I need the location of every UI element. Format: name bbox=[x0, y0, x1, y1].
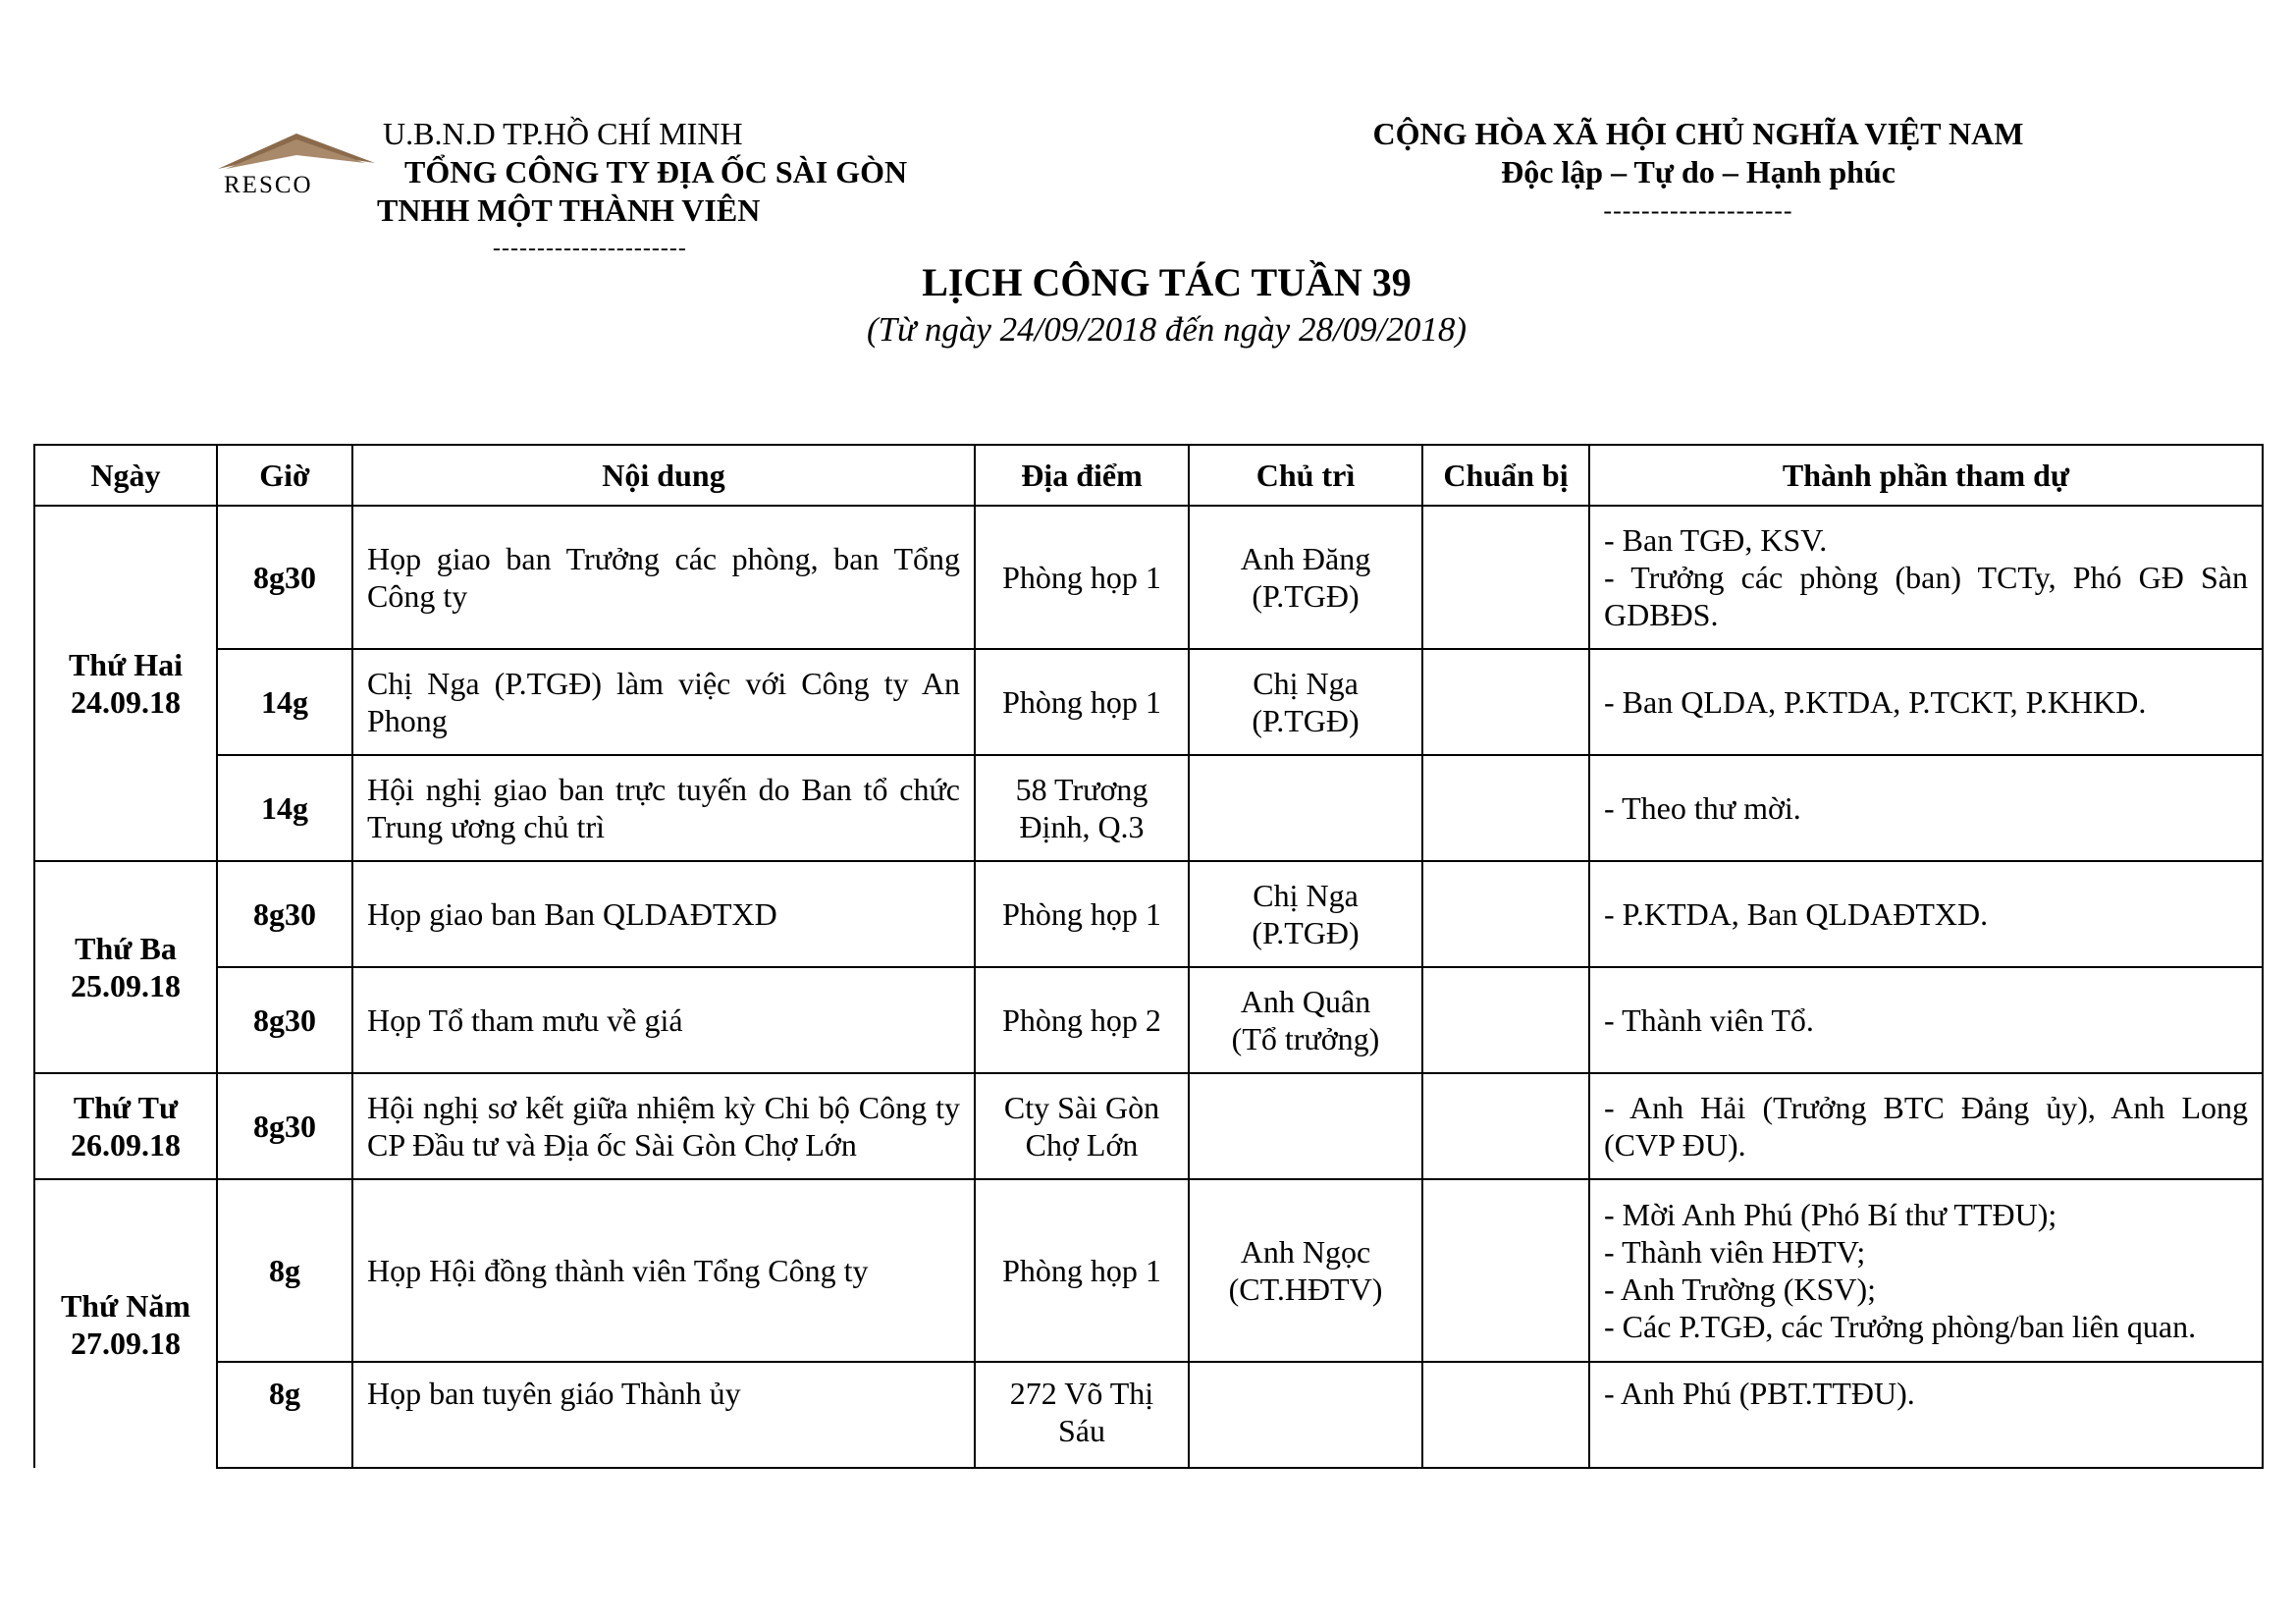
chair-name: Anh Đăng bbox=[1240, 541, 1371, 576]
prepare-cell bbox=[1422, 1073, 1589, 1179]
prepare-cell bbox=[1422, 1179, 1589, 1362]
chair-title: (P.TGĐ) bbox=[1252, 578, 1360, 614]
attendee-line: - Thành viên HĐTV; bbox=[1604, 1234, 1866, 1270]
day-name: Thứ Năm bbox=[60, 1287, 191, 1324]
chair-cell bbox=[1189, 1073, 1422, 1179]
nation-line-1: CỘNG HÒA XÃ HỘI CHỦ NGHĨA VIỆT NAM bbox=[1372, 116, 2024, 151]
attendee-line: - Trưởng các phòng (ban) TCTy, Phó GĐ Sàn GDBĐS. bbox=[1604, 560, 2248, 632]
time-cell: 8g30 bbox=[217, 967, 352, 1073]
table-row bbox=[34, 861, 2263, 967]
resco-logo bbox=[218, 134, 385, 198]
content-cell: Họp giao ban Ban QLDAĐTXD bbox=[352, 861, 975, 967]
location-cell: Phòng họp 2 bbox=[975, 967, 1189, 1073]
day-cell bbox=[34, 861, 217, 1073]
chair-cell bbox=[1189, 649, 1422, 755]
table-row bbox=[34, 506, 2263, 649]
schedule-table bbox=[33, 444, 2264, 1469]
location-cell: Phòng họp 1 bbox=[975, 649, 1189, 755]
time-cell: 14g bbox=[217, 755, 352, 861]
header-prepare: Chuẩn bị bbox=[1422, 445, 1589, 506]
attendees-cell bbox=[1589, 506, 2263, 649]
content-cell: Hội nghị giao ban trực tuyến do Ban tổ chức Trung ương chủ trì bbox=[352, 755, 975, 861]
org-line-3: TNHH MỘT THÀNH VIÊN bbox=[377, 192, 761, 228]
org-divider: ---------------------- bbox=[493, 236, 687, 261]
attendee-line: - Ban TGĐ, KSV. bbox=[1604, 522, 1828, 558]
chair-cell bbox=[1189, 1362, 1422, 1468]
prepare-cell bbox=[1422, 649, 1589, 755]
attendee-line: - Theo thư mời. bbox=[1604, 790, 1801, 826]
prepare-cell bbox=[1422, 1362, 1589, 1468]
header-chair: Chủ trì bbox=[1189, 445, 1422, 506]
attendees-cell bbox=[1589, 1179, 2263, 1362]
table-row bbox=[34, 1179, 2263, 1362]
chair-name: Anh Ngọc bbox=[1240, 1234, 1371, 1270]
nation-divider: -------------------- bbox=[1603, 196, 1793, 225]
day-name: Thứ Ba bbox=[75, 931, 177, 966]
chair-name: Chị Nga bbox=[1253, 878, 1359, 913]
national-motto-block bbox=[1355, 115, 2042, 230]
day-date: 25.09.18 bbox=[71, 968, 181, 1003]
time-cell: 8g30 bbox=[217, 861, 352, 967]
day-cell bbox=[34, 1073, 217, 1179]
header-attendees: Thành phần tham dự bbox=[1589, 445, 2263, 506]
chair-cell bbox=[1189, 506, 1422, 649]
header-location: Địa điểm bbox=[975, 445, 1189, 506]
attendee-line: - P.KTDA, Ban QLDAĐTXD. bbox=[1604, 896, 1989, 932]
attendee-line: - Mời Anh Phú (Phó Bí thư TTĐU); bbox=[1604, 1197, 2057, 1232]
attendees-cell bbox=[1589, 967, 2263, 1073]
attendees-cell bbox=[1589, 1362, 2263, 1468]
chair-title: (P.TGĐ) bbox=[1252, 703, 1360, 738]
header-day: Ngày bbox=[34, 445, 217, 506]
time-cell: 8g30 bbox=[217, 1073, 352, 1179]
content-cell: Họp Tổ tham mưu về giá bbox=[352, 967, 975, 1073]
content-cell: Chị Nga (P.TGĐ) làm việc với Công ty An Phong bbox=[352, 649, 975, 755]
day-name: Thứ Hai bbox=[68, 647, 184, 682]
prepare-cell bbox=[1422, 755, 1589, 861]
content-cell: Họp Hội đồng thành viên Tổng Công ty bbox=[352, 1179, 975, 1362]
attendees-cell bbox=[1589, 755, 2263, 861]
content-cell: Họp ban tuyên giáo Thành ủy bbox=[352, 1362, 975, 1468]
day-cell bbox=[34, 1179, 217, 1468]
attendee-line: - Anh Phú (PBT.TTĐU). bbox=[1604, 1376, 1915, 1411]
prepare-cell bbox=[1422, 506, 1589, 649]
chair-cell bbox=[1189, 861, 1422, 967]
chair-title: (Tổ trưởng) bbox=[1231, 1021, 1380, 1056]
location-cell: 272 Võ Thị Sáu bbox=[975, 1362, 1189, 1468]
location-cell: 58 Trương Định, Q.3 bbox=[975, 755, 1189, 861]
table-row bbox=[34, 967, 2263, 1073]
nation-line-2: Độc lập – Tự do – Hạnh phúc bbox=[1501, 154, 1896, 189]
content-cell: Hội nghị sơ kết giữa nhiệm kỳ Chi bộ Công ty CP Đầu tư và Địa ốc Sài Gòn Chợ Lớn bbox=[352, 1073, 975, 1179]
location-cell: Phòng họp 1 bbox=[975, 1179, 1189, 1362]
chair-cell bbox=[1189, 1179, 1422, 1362]
header-time: Giờ bbox=[217, 445, 352, 506]
table-row bbox=[34, 1362, 2263, 1468]
header-content: Nội dung bbox=[352, 445, 975, 506]
prepare-cell bbox=[1422, 967, 1589, 1073]
day-name: Thứ Tư bbox=[73, 1090, 179, 1125]
location-cell: Phòng họp 1 bbox=[975, 506, 1189, 649]
org-line-2: TỔNG CÔNG TY ĐỊA ỐC SÀI GÒN bbox=[404, 154, 908, 189]
attendee-line: - Anh Hải (Trưởng BTC Đảng ủy), Anh Long (CVP ĐU). bbox=[1604, 1090, 2248, 1163]
attendee-line: - Ban QLDA, P.KTDA, P.TCKT, P.KHKD. bbox=[1604, 684, 2147, 720]
table-row bbox=[34, 1073, 2263, 1179]
chair-title: (P.TGĐ) bbox=[1252, 915, 1360, 950]
table-row bbox=[34, 755, 2263, 861]
attendees-cell bbox=[1589, 861, 2263, 967]
attendee-line: - Thành viên Tổ. bbox=[1604, 1002, 1814, 1038]
day-date: 27.09.18 bbox=[71, 1325, 181, 1361]
chair-cell bbox=[1189, 967, 1422, 1073]
time-cell: 8g30 bbox=[217, 506, 352, 649]
attendee-line: - Anh Trường (KSV); bbox=[1604, 1271, 1876, 1307]
attendees-cell bbox=[1589, 1073, 2263, 1179]
day-date: 26.09.18 bbox=[71, 1127, 181, 1163]
table-header-row bbox=[34, 445, 2263, 506]
content-cell: Họp giao ban Trưởng các phòng, ban Tổng Công ty bbox=[352, 506, 975, 649]
chair-title: (CT.HĐTV) bbox=[1228, 1271, 1383, 1307]
time-cell: 14g bbox=[217, 649, 352, 755]
day-date: 24.09.18 bbox=[71, 684, 181, 720]
location-cell: Cty Sài Gòn Chợ Lớn bbox=[975, 1073, 1189, 1179]
page-subtitle: (Từ ngày 24/09/2018 đến ngày 28/09/2018) bbox=[866, 310, 1468, 349]
chair-name: Chị Nga bbox=[1253, 666, 1359, 701]
page-title: LỊCH CÔNG TÁC TUẦN 39 bbox=[922, 260, 1412, 304]
org-line-1: U.B.N.D TP.HỒ CHÍ MINH bbox=[383, 116, 743, 151]
time-cell: 8g bbox=[217, 1362, 352, 1468]
attendees-cell bbox=[1589, 649, 2263, 755]
table-row bbox=[34, 649, 2263, 755]
chair-name: Anh Quân bbox=[1240, 984, 1371, 1019]
day-cell bbox=[34, 506, 217, 861]
organization-block bbox=[377, 115, 908, 261]
prepare-cell bbox=[1422, 861, 1589, 967]
time-cell: 8g bbox=[217, 1179, 352, 1362]
logo-text: RESCO bbox=[224, 172, 313, 198]
chair-cell bbox=[1189, 755, 1422, 861]
attendee-line: - Các P.TGĐ, các Trưởng phòng/ban liên quan. bbox=[1604, 1309, 2197, 1344]
location-cell: Phòng họp 1 bbox=[975, 861, 1189, 967]
